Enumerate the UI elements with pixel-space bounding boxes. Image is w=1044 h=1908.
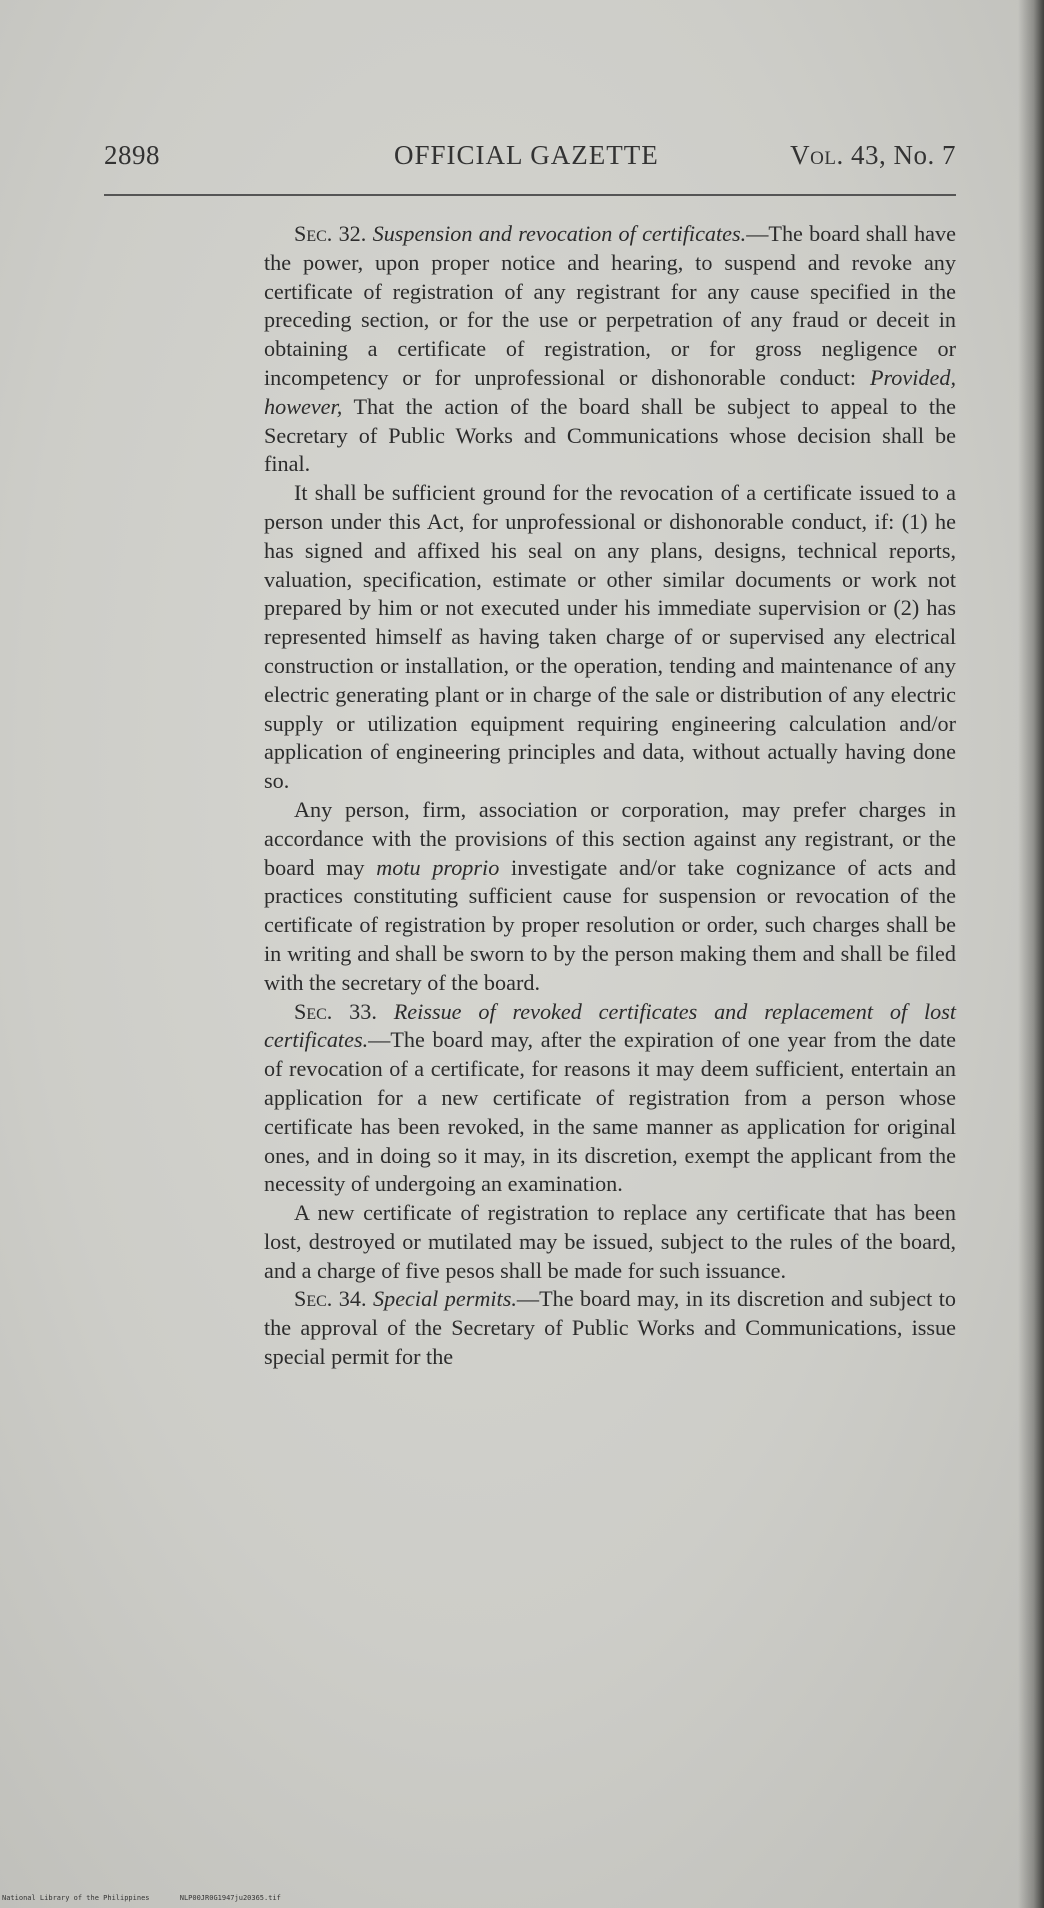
sec32-heading: Suspension and revocation of certificates. (372, 221, 747, 246)
page-number: 2898 (104, 140, 160, 170)
header-rule (104, 194, 956, 196)
sec32-label: Sec. 32. (294, 221, 367, 246)
scan-footer (2, 1894, 307, 1902)
sec34-paragraph-1 (264, 1285, 956, 1371)
sec34-heading: Special permits. (373, 1286, 517, 1312)
sec32-p3-text-b: investigate and/or take cognizance of acts and practices constituting sufficient cause for suspension or revocation of the certificate of registration by proper resolution or order, such charges shall be in writing and shall be sworn to by the person making them and shall be filed with the secretary of the board. (264, 854, 957, 995)
sec33-heading: Reissue of revoked certificates and replacement of lost certificates. (264, 998, 957, 1053)
sec33-p1-text: —The board may, after the expiration of one year from the date of revocation of a certificate, for reasons it may deem sufficient, entertain an application for a new certificate of registration from a person whose certificate has been revoked, in the same manner as application for original ones, and in doing so it may, in its discretion, exempt the applicant from the necessity of undergoing an examination. (264, 1027, 956, 1197)
running-header (104, 140, 956, 180)
sec32-p1-text-b: That the action of the board shall be subject to appeal to the Secretary of Public Works and Communications whose decision shall be final. (264, 393, 956, 477)
publication-title: OFFICIAL GAZETTE (394, 140, 659, 170)
sec32-latin-phrase: motu proprio (376, 854, 500, 880)
binding-shadow (1018, 0, 1044, 1908)
page-body (264, 220, 956, 1372)
volume-number: 43, No. 7 (843, 140, 956, 170)
sec34-p1-text: —The board may, in its discretion and subject to the approval of the Secretary of Public Works and Communications, issue special permit for the (264, 1286, 956, 1370)
sec32-paragraph-1 (264, 220, 956, 479)
sec32-paragraph-2: It shall be sufficient ground for the revocation of a certificate issued to a person under this Act, for unprofessional or dishonorable conduct, if: (1) he has signed and affixed his seal on any plans, designs, technical reports, valuation, specification, estimate or other similar documents or work not prepared by him or not executed under his immediate supervision or (2) has represented himself as having taken charge of or supervised any electrical construction or installation, or the operation, tending and maintenance of any electric generating plant or in charge of the sale or distribution of any electric supply or utilization equipment requiring engineering calculation and/or application of engineering principles and data, without actually having done so. (264, 480, 956, 794)
sec32-paragraph-3 (264, 796, 956, 998)
sec32-p1-text-a: —The board shall have the power, upon proper notice and hearing, to suspend and revoke any certificate of registration of any registrant for any cause specified in the preceding section, or for the use or perpetration of any fraud or deceit in obtaining a certificate of registration, or for gross negligence or incompetency or for unprofessional or dishonorable conduct: (264, 221, 956, 390)
volume-prefix: Vol. (790, 140, 844, 170)
sec32-p3-text-a: Any person, firm, association or corporation, may prefer charges in accordance with the provisions of this section against any registrant, or the board may (264, 796, 956, 880)
sec33-label: Sec. 33. (294, 998, 377, 1024)
sec32-proviso: Provided, however, (264, 364, 956, 419)
sec33-paragraph-1 (264, 998, 956, 1200)
sec33-paragraph-2: A new certificate of registration to replace any certificate that has been lost, destroyed or mutilated may be issued, subject to the rules of the board, and a charge of five pesos shall be made for such issuance. (264, 1200, 956, 1283)
library-credit: National Library of the Philippines (2, 1894, 150, 1902)
volume-issue (790, 140, 956, 171)
scan-file-id: NLP00JR0G1947ju20365.tif (179, 1894, 281, 1902)
sec34-label: Sec. 34. (294, 1286, 367, 1312)
